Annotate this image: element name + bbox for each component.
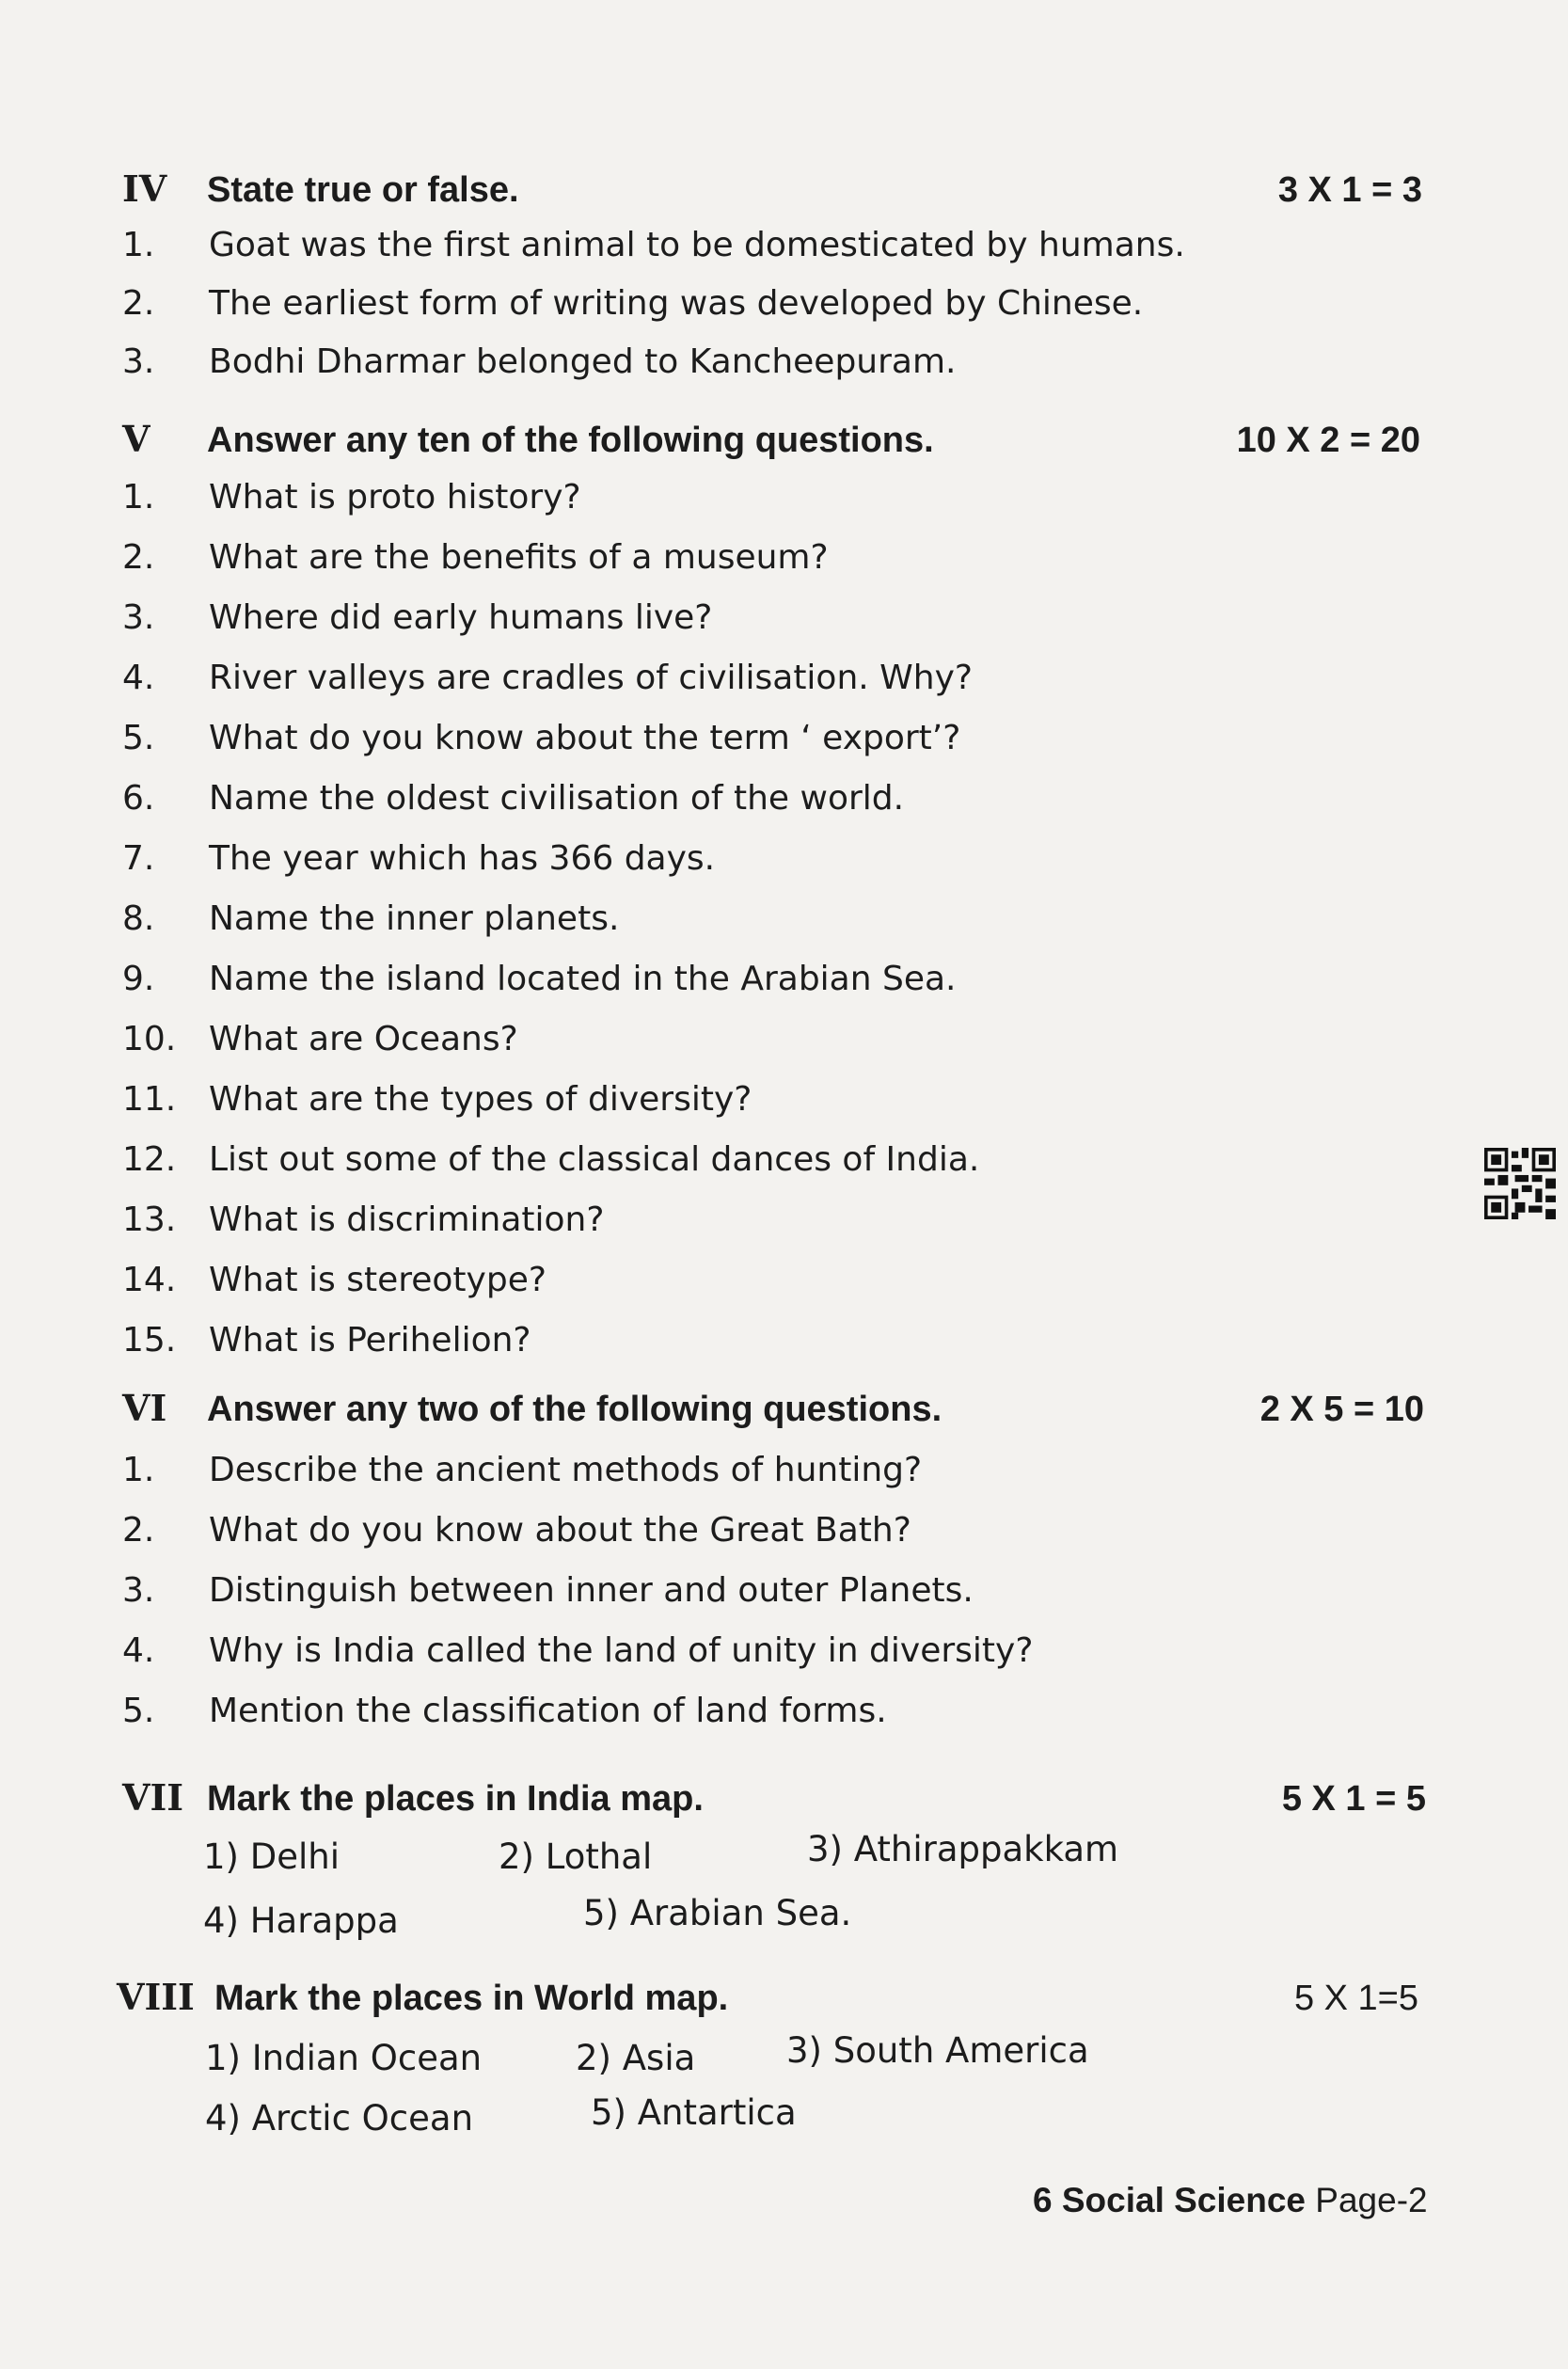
section-iv-title: State true or false. <box>207 170 519 210</box>
question-number: 1. <box>122 478 155 517</box>
india-place-item: 3) Athirappakkam <box>807 1829 1119 1869</box>
section-vii-title: Mark the places in India map. <box>207 1779 704 1819</box>
question-text: What are the types of diversity? <box>209 1080 752 1119</box>
section-viii-marks: 5 X 1=5 <box>1293 1979 1418 2018</box>
question-number: 10. <box>122 1020 177 1058</box>
question-number: 5. <box>122 1692 155 1730</box>
question-text: Name the oldest civilisation of the world. <box>209 779 905 818</box>
question-number: 3. <box>122 1571 155 1610</box>
question-text: List out some of the classical dances of India. <box>209 1140 980 1179</box>
question-number: 4. <box>122 659 155 697</box>
question-text: Bodhi Dharmar belonged to Kancheepuram. <box>209 342 957 381</box>
question-row <box>122 1200 604 1239</box>
world-place-item: 1) Indian Ocean <box>205 2038 483 2078</box>
section-vi-number: VI <box>122 1387 167 1429</box>
section-vii-number: VII <box>122 1776 184 1819</box>
section-v-number: V <box>122 418 150 460</box>
question-row <box>122 1451 922 1489</box>
section-v-marks: 10 X 2 = 20 <box>1236 421 1420 460</box>
section-v-title: Answer any ten of the following questions. <box>207 421 934 460</box>
india-place-item: 1) Delhi <box>203 1836 341 1877</box>
question-text: Why is India called the land of unity in diversity? <box>209 1631 1034 1670</box>
question-number: 4. <box>122 1631 155 1670</box>
question-text: The earliest form of writing was developed by Chinese. <box>209 284 1144 323</box>
world-place-item: 4) Arctic Ocean <box>205 2098 474 2138</box>
question-text: Where did early humans live? <box>209 598 713 637</box>
india-place-item: 5) Arabian Sea. <box>583 1893 852 1933</box>
question-number: 9. <box>122 960 155 998</box>
question-row <box>122 960 957 998</box>
question-text: Distinguish between inner and outer Planets. <box>209 1571 974 1610</box>
section-viii-title: Mark the places in World map. <box>214 1979 729 2018</box>
question-number: 8. <box>122 899 155 938</box>
footer-subject: 6 Social Science <box>1033 2181 1307 2219</box>
question-row <box>122 1571 974 1610</box>
question-row <box>122 478 581 517</box>
question-number: 12. <box>122 1140 177 1179</box>
question-row <box>122 284 1143 323</box>
question-row <box>122 839 715 878</box>
section-iv-number: IV <box>122 167 167 210</box>
question-row <box>122 1140 979 1179</box>
question-number: 7. <box>122 839 155 878</box>
question-row <box>122 1321 531 1359</box>
question-number: 2. <box>122 538 155 577</box>
qr-code-icon <box>1484 1148 1556 1219</box>
section-vi-marks: 2 X 5 = 10 <box>1259 1390 1424 1429</box>
question-number: 2. <box>122 1511 155 1550</box>
question-row <box>122 1631 1033 1670</box>
question-text: What is stereotype? <box>209 1261 546 1299</box>
question-row <box>122 226 1185 264</box>
world-place-item: 2) Asia <box>576 2038 696 2078</box>
question-number: 3. <box>122 598 155 637</box>
section-iv-heading <box>122 167 1430 211</box>
question-row <box>122 779 904 818</box>
question-text: River valleys are cradles of civilisation. Why? <box>209 659 973 697</box>
section-viii-heading <box>117 1976 1424 2019</box>
question-row <box>122 1080 752 1119</box>
question-text: The year which has 366 days. <box>209 839 716 878</box>
question-row <box>122 598 712 637</box>
question-number: 1. <box>122 226 155 264</box>
question-text: Describe the ancient methods of hunting? <box>209 1451 923 1489</box>
question-text: What are the benefits of a museum? <box>209 538 829 577</box>
question-number: 3. <box>122 342 155 381</box>
question-text: What is proto history? <box>209 478 581 517</box>
india-place-item: 4) Harappa <box>203 1900 399 1941</box>
question-text: What do you know about the Great Bath? <box>209 1511 911 1550</box>
world-place-item: 5) Antartica <box>591 2092 797 2133</box>
question-text: What is discrimination? <box>209 1200 605 1239</box>
section-v-heading <box>122 418 1430 461</box>
footer-page-number: Page-2 <box>1315 2181 1428 2219</box>
question-number: 5. <box>122 719 155 757</box>
section-viii-number: VIII <box>117 1976 195 2018</box>
question-row <box>122 659 973 697</box>
question-text: Name the inner planets. <box>209 899 620 938</box>
question-number: 15. <box>122 1321 177 1359</box>
world-place-item: 3) South America <box>786 2030 1089 2071</box>
question-text: What is Perihelion? <box>209 1321 531 1359</box>
question-row <box>122 342 957 381</box>
question-number: 2. <box>122 284 155 323</box>
question-row <box>122 1511 911 1550</box>
question-number: 13. <box>122 1200 177 1239</box>
question-row <box>122 899 619 938</box>
question-number: 11. <box>122 1080 177 1119</box>
question-number: 1. <box>122 1451 155 1489</box>
section-vi-title: Answer any two of the following questions. <box>207 1390 942 1429</box>
india-place-item: 2) Lothal <box>499 1836 653 1877</box>
question-text: Goat was the first animal to be domesticated by humans. <box>209 226 1185 264</box>
question-row <box>122 1261 546 1299</box>
question-number: 14. <box>122 1261 177 1299</box>
question-number: 6. <box>122 779 155 818</box>
question-row <box>122 538 829 577</box>
question-text: What do you know about the term ‘ export’? <box>209 719 961 757</box>
page-footer <box>1033 2181 1428 2220</box>
question-text: Mention the classification of land forms. <box>209 1692 887 1730</box>
question-row <box>122 1020 518 1058</box>
section-iv-marks: 3 X 1 = 3 <box>1277 170 1422 210</box>
section-vii-marks: 5 X 1 = 5 <box>1281 1779 1426 1819</box>
question-text: What are Oceans? <box>209 1020 518 1058</box>
section-vii-heading <box>122 1776 1430 1820</box>
question-row <box>122 1692 887 1730</box>
section-vi-heading <box>122 1387 1430 1430</box>
question-row <box>122 719 960 757</box>
question-text: Name the island located in the Arabian Sea. <box>209 960 957 998</box>
